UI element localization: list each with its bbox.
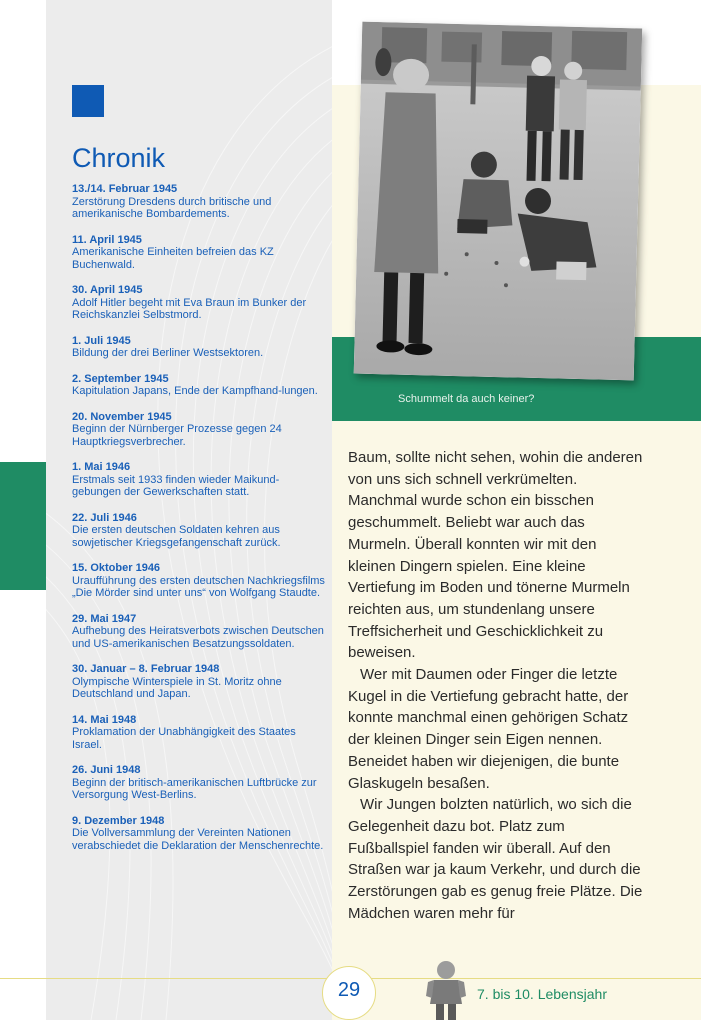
chronik-entry-text: Uraufführung des ersten deutschen Nachkriegsfilms „Die Mörder sind unter uns“ von Wolfgang Staudte. (72, 574, 325, 599)
chronik-entry-text: Kapitulation Japans, Ende der Kampfhand-lungen. (72, 385, 318, 397)
chronik-entry (72, 714, 328, 752)
chronik-entry (72, 663, 328, 701)
chronik-entry (72, 411, 328, 449)
chronik-entry-date: 29. Mai 1947 (72, 612, 137, 625)
chronik-entry-text: Zerstörung Dresdens durch britische und amerikanische Bombardements. (72, 195, 272, 220)
chronik-entry (72, 234, 328, 272)
chronik-entry (72, 373, 328, 398)
chronik-entry (72, 284, 328, 322)
chronik-entry-text: Amerikanische Einheiten befreien das KZ Buchenwald. (72, 246, 274, 271)
chronik-entry (72, 335, 328, 360)
child-figure-icon (424, 958, 468, 1020)
photo-illustration (354, 22, 643, 381)
chronik-entry-text: Aufhebung des Heiratsverbots zwischen Deutschen und US-amerikanischen Besatzungssoldaten. (72, 625, 324, 650)
story-text (348, 447, 648, 924)
chronik-entry-date: 30. April 1945 (72, 284, 143, 296)
chronik-entry-date: 30. Januar – 8. Februar 1948 (72, 663, 220, 675)
green-band-left (0, 462, 46, 590)
chronik-entry-date: 1. Juli 1945 (72, 334, 131, 347)
chronik-entry-date: 22. Juli 1946 (72, 511, 137, 524)
chronik-entry-date: 11. April 1945 (72, 233, 142, 246)
chronik-entry (72, 613, 328, 651)
chronik-entry (72, 764, 328, 802)
chronik-entry-text: Bildung der drei Berliner Westsektoren. (72, 347, 264, 359)
chronik-list (72, 183, 328, 865)
chronik-entry-date: 1. Mai 1946 (72, 461, 131, 473)
chronik-entry-text: Erstmals seit 1933 finden wieder Maikund-gebungen der Gewerkschaften statt. (72, 473, 280, 498)
chronik-entry-date: 2. September 1945 (72, 372, 169, 385)
section-label: 7. bis 10. Lebensjahr (477, 986, 607, 1002)
chronik-entry (72, 562, 328, 600)
chronik-entry (72, 512, 328, 550)
chronik-entry-date: 26. Juni 1948 (72, 764, 141, 776)
page-number: 29 (337, 979, 361, 1001)
chronik-entry (72, 183, 328, 221)
chronik-entry-text: Die Vollversammlung der Vereinten Nationen verabschiedet die Deklaration der Menschenrechte. (72, 827, 324, 852)
chronik-entry (72, 815, 328, 853)
story-paragraph: Wer mit Daumen oder Finger die letzte Kugel in die Vertiefung gebracht hatte, der konnte manchmal einen gehörigen Schatz der kleinen Dinger sein Eigen nennen. Beneidet haben wir diejenigen, die bunte Glaskugeln besaßen. (348, 666, 629, 792)
section-marker (72, 85, 104, 117)
chronik-entry-date: 14. Mai 1948 (72, 713, 137, 726)
photo-caption: Schummelt da auch keiner? (398, 393, 535, 405)
chronik-entry-text: Die ersten deutschen Soldaten kehren aus sowjetischer Kriegsgefangenschaft zurück. (72, 524, 281, 549)
chronik-entry-date: 9. Dezember 1948 (72, 814, 165, 827)
chronik-entry-text: Proklamation der Unabhängigkeit des Staates Israel. (72, 726, 296, 751)
story-paragraph: Baum, sollte nicht sehen, wohin die anderen von uns sich schnell verkrümelten. Manchmal wurde schon ein bisschen geschummelt. Beliebt war auch das Murmeln. Überall konnten wir mit den kleinen Dingern spielen. Eine kleine Vertiefung im Boden und tönerne Murmeln reichten aus, um stundenlang unsere Treffsicherheit und Geschicklichkeit zu beweisen. (348, 449, 643, 662)
chronik-entry-text: Beginn der britisch-amerikanischen Luftbrücke zur Versorgung West-Berlins. (72, 776, 317, 801)
chronik-entry-date: 15. Oktober 1946 (72, 562, 161, 574)
children-playing-photo (354, 22, 643, 381)
chronik-entry-text: Olympische Winterspiele in St. Moritz ohne Deutschland und Japan. (72, 675, 282, 700)
chronik-entry-text: Beginn der Nürnberger Prozesse gegen 24 Hauptkriegsverbrecher. (72, 423, 282, 448)
chronik-entry-date: 20. November 1945 (72, 410, 172, 423)
chronik-entry-date: 13./14. Februar 1945 (72, 183, 178, 195)
story-paragraph: Wir Jungen bolzten natürlich, wo sich die Gelegenheit dazu bot. Platz zum Fußballspiel fanden wir überall. Auf den Straßen war ja kaum Verkehr, und durch die Zerstörungen gab es genug freie Plätze. Die Mädchen waren mehr für (348, 796, 643, 922)
chronik-entry-text: Adolf Hitler begeht mit Eva Braun im Bunker der Reichskanzlei Selbstmord. (72, 296, 307, 321)
chronik-entry (72, 461, 328, 499)
chronik-title: Chronik (72, 143, 166, 173)
